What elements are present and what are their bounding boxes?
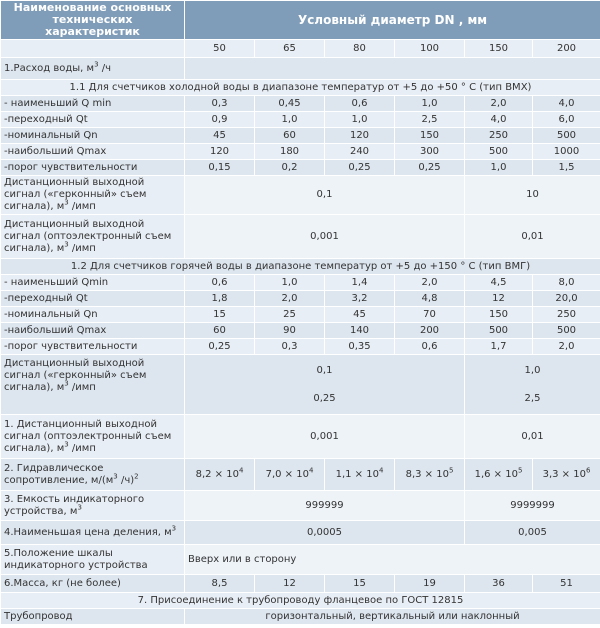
opto-row [1, 415, 600, 459]
value-cell: 70 [395, 307, 465, 323]
value-cell: 4,0 [533, 96, 600, 112]
value-cell [465, 355, 600, 415]
row-label: Дистанционный выходной сигнал (оптоэлектронный съем сигнала), $м^3$ /имп [1, 215, 185, 259]
value-cell: 90 [255, 323, 325, 339]
cold-section-row [1, 80, 600, 96]
value-cell: 3,2 [325, 291, 395, 307]
dn-cell: 100 [395, 40, 465, 58]
row-label: -порог чувствительности [1, 160, 185, 176]
value-cell: 60 [185, 323, 255, 339]
value-cell: 19 [395, 575, 465, 593]
header-characteristics: Наименование основных технических характеристик [1, 1, 185, 40]
row-label: -переходный Qt [1, 291, 185, 307]
value-cell: 150 [465, 307, 533, 323]
value-cell: 4,0 [465, 112, 533, 128]
header-diameter: Условный диаметр DN , мм [185, 1, 600, 40]
cold-row [1, 96, 600, 112]
value-cell [185, 355, 465, 415]
division-row [1, 521, 600, 545]
value-cell: горизонтальный, вертикальный или наклонный [185, 609, 600, 625]
value-cell: 500 [533, 128, 600, 144]
value-cell: 0,1 [185, 176, 465, 215]
row-label: 2. Гидравлическое сопротивление, $м/(м^3$ /ч)$^2$ [1, 459, 185, 491]
value-cell: 4,5 [465, 275, 533, 291]
hot-row [1, 291, 600, 307]
diameter-row [1, 40, 600, 58]
value-cell: 20,0 [533, 291, 600, 307]
value-cell: 200 [395, 323, 465, 339]
value-cell: 150 [395, 128, 465, 144]
value-cell: 1,0 [325, 112, 395, 128]
row-label: - наименьший Qmin [1, 275, 185, 291]
value-cell: 240 [325, 144, 395, 160]
reed-value-a: 0,1 [316, 364, 333, 376]
value-cell: 6,0 [533, 112, 600, 128]
row-label: -номинальный Qn [1, 128, 185, 144]
scale-row [1, 545, 600, 575]
connection-title: 7. Присоединение к трубопроводу фланцевое по ГОСТ 12815 [1, 593, 600, 609]
value-cell: $1,1 \times 10^4$ [325, 459, 395, 491]
cold-section-title: 1.1 Для счетчиков холодной воды в диапазоне температур от +5 до +50 ° С (тип ВМХ) [1, 80, 600, 96]
hot-row [1, 307, 600, 323]
value-cell: 1,5 [533, 160, 600, 176]
reed-value-a: 1,0 [524, 364, 541, 376]
hydraulic-row [1, 459, 600, 491]
row-label: 4.Наименьшая цена деления, $м^3$ [1, 521, 185, 545]
value-cell: 0,001 [185, 215, 465, 259]
value-cell: 15 [325, 575, 395, 593]
value-cell: 51 [533, 575, 600, 593]
cold-row [1, 144, 600, 160]
row-label: -номинальный Qn [1, 307, 185, 323]
value-cell: 0,6 [325, 96, 395, 112]
value-cell: 4,8 [395, 291, 465, 307]
hot-section-row [1, 259, 600, 275]
mass-row [1, 575, 600, 593]
header-row [1, 1, 600, 40]
value-cell: 120 [325, 128, 395, 144]
row-label: Дистанционный выходной сигнал («герконный» съем сигнала), $м^3$ /имп [1, 355, 185, 415]
value-cell: 36 [465, 575, 533, 593]
value-cell: 0,35 [325, 339, 395, 355]
value-cell: $3,3 \times 10^6$ [533, 459, 600, 491]
row-label: -наибольший Qmax [1, 323, 185, 339]
reed-value-b: 0,25 [313, 392, 336, 404]
hot-reed-row [1, 355, 600, 415]
value-cell: 0,005 [465, 521, 600, 545]
value-cell: 0,001 [185, 415, 465, 459]
flow-title: 1.Расход воды, $м^3$ /ч [1, 58, 185, 80]
value-cell: 250 [533, 307, 600, 323]
connection-row [1, 593, 600, 609]
value-cell: 0,45 [255, 96, 325, 112]
value-cell: 180 [255, 144, 325, 160]
value-cell: 250 [465, 128, 533, 144]
value-cell: 500 [465, 323, 533, 339]
value-cell: 2,0 [255, 291, 325, 307]
value-cell: 0,3 [185, 96, 255, 112]
cold-row [1, 128, 600, 144]
value-cell: 45 [325, 307, 395, 323]
value-cell: $8,3 \times 10^5$ [395, 459, 465, 491]
cold-row [1, 160, 600, 176]
value-cell: $8,2 \times 10^4$ [185, 459, 255, 491]
value-cell: $7,0 \times 10^4$ [255, 459, 325, 491]
dn-cell: 50 [185, 40, 255, 58]
value-cell: 2,0 [395, 275, 465, 291]
value-cell: 500 [465, 144, 533, 160]
value-cell: 10 [465, 176, 600, 215]
value-cell: 0,25 [185, 339, 255, 355]
row-label: - наименьший Q min [1, 96, 185, 112]
value-cell: 12 [465, 291, 533, 307]
value-cell: 0,25 [325, 160, 395, 176]
hot-row [1, 339, 600, 355]
value-cell: 0,6 [185, 275, 255, 291]
value-cell: 0,01 [465, 415, 600, 459]
row-label: 5.Положение шкалы индикаторного устройства [1, 545, 185, 575]
value-cell: 120 [185, 144, 255, 160]
value-cell: 0,9 [185, 112, 255, 128]
dn-cell: 80 [325, 40, 395, 58]
capacity-row [1, 491, 600, 521]
value-cell: 0,0005 [185, 521, 465, 545]
value-cell: 8,5 [185, 575, 255, 593]
value-cell: 1,7 [465, 339, 533, 355]
value-cell: 1,0 [255, 112, 325, 128]
value-cell: 140 [325, 323, 395, 339]
value-cell: 1,0 [465, 160, 533, 176]
cold-opto-row [1, 215, 600, 259]
row-label: 1. Дистанционный выходной сигнал (оптоэлектронный съем сигнала), $м^3$ /имп [1, 415, 185, 459]
value-cell: 2,0 [465, 96, 533, 112]
value-cell: 1000 [533, 144, 600, 160]
pipeline-row [1, 609, 600, 625]
value-cell: 1,0 [395, 96, 465, 112]
value-cell: 1,0 [255, 275, 325, 291]
value-cell: 0,6 [395, 339, 465, 355]
row-label: Трубопровод [1, 609, 185, 625]
value-cell: 1,8 [185, 291, 255, 307]
value-cell: 0,01 [465, 215, 600, 259]
cold-row [1, 112, 600, 128]
value-cell: 2,0 [533, 339, 600, 355]
value-cell: 1,4 [325, 275, 395, 291]
value-cell: 12 [255, 575, 325, 593]
value-cell: 999999 [185, 491, 465, 521]
flow-title-row [1, 58, 600, 80]
dn-cell: 65 [255, 40, 325, 58]
value-cell: 0,2 [255, 160, 325, 176]
row-label: -наибольший Qmax [1, 144, 185, 160]
value-cell: 2,5 [395, 112, 465, 128]
empty-cell [1, 40, 185, 58]
row-label: -порог чувствительности [1, 339, 185, 355]
value-cell: 0,3 [255, 339, 325, 355]
empty-cell [185, 58, 600, 80]
value-cell: 500 [533, 323, 600, 339]
value-cell: 0,15 [185, 160, 255, 176]
value-cell: Вверх или в сторону [185, 545, 600, 575]
value-cell: 9999999 [465, 491, 600, 521]
row-label: 3. Емкость индикаторного устройства, $м^3$ [1, 491, 185, 521]
value-cell: 25 [255, 307, 325, 323]
reed-value-b: 2,5 [524, 392, 541, 404]
value-cell: 45 [185, 128, 255, 144]
value-cell: 60 [255, 128, 325, 144]
value-cell: 15 [185, 307, 255, 323]
value-cell: 8,0 [533, 275, 600, 291]
dn-cell: 200 [533, 40, 600, 58]
row-label: Дистанционный выходной сигнал («герконный» съем сигнала), $м^3$ /имп [1, 176, 185, 215]
hot-row [1, 275, 600, 291]
row-label: -переходный Qt [1, 112, 185, 128]
hot-section-title: 1.2 Для счетчиков горячей воды в диапазоне температур от +5 до +150 ° С (тип ВМГ) [1, 259, 600, 275]
value-cell: $1,6 \times 10^5$ [465, 459, 533, 491]
row-label: 6.Масса, кг (не более) [1, 575, 185, 593]
dn-cell: 150 [465, 40, 533, 58]
hot-row [1, 323, 600, 339]
value-cell: 0,25 [395, 160, 465, 176]
cold-reed-row [1, 176, 600, 215]
value-cell: 300 [395, 144, 465, 160]
